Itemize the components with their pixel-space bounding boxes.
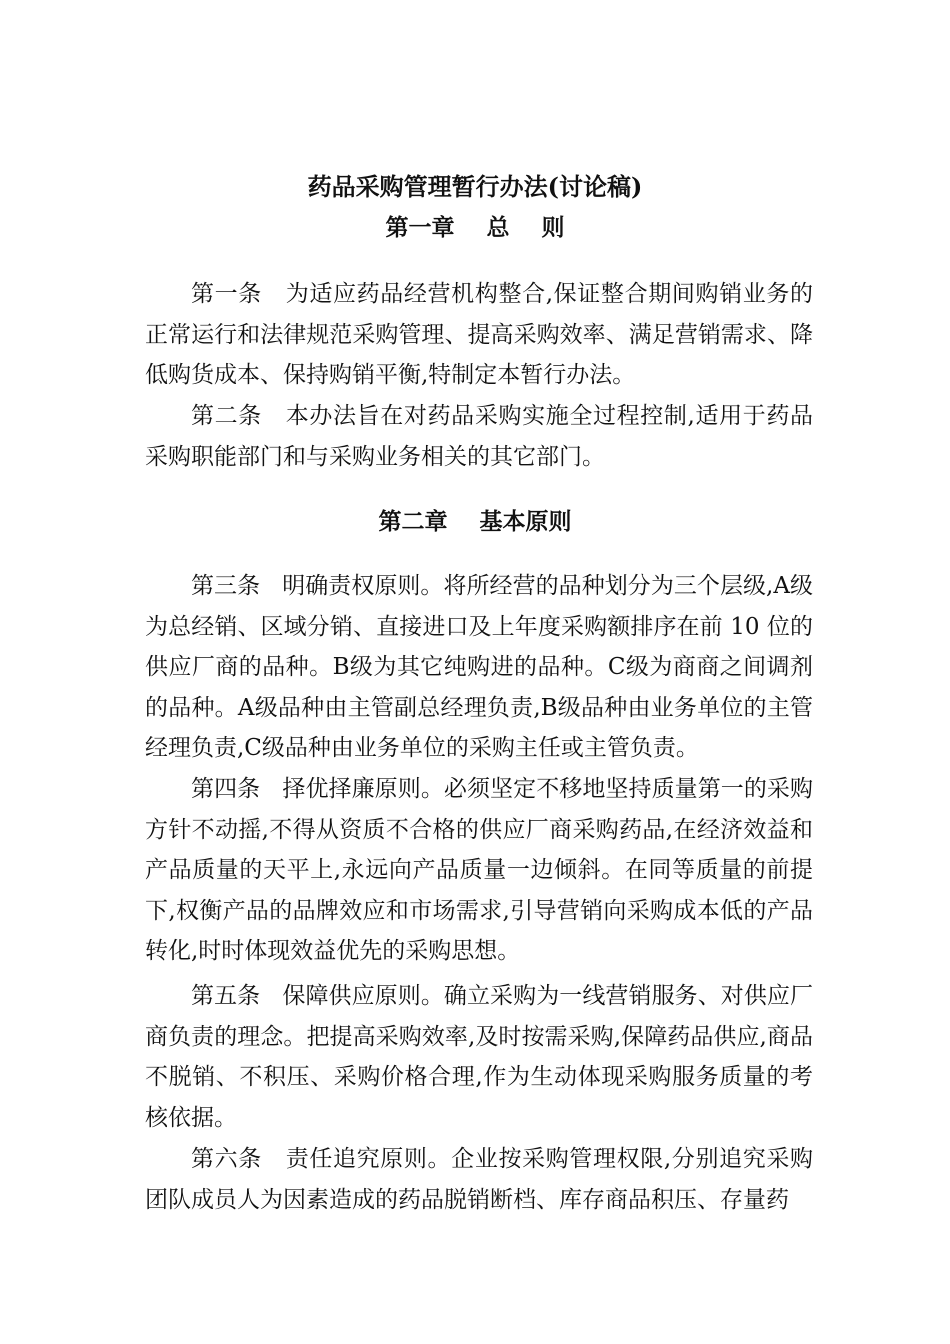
- article-5-label: 第五条: [191, 983, 261, 1009]
- article-1: [145, 274, 813, 396]
- article-3-text: 明确责权原则。将所经营的品种划分为三个层级,A级为总经销、区域分销、直接进口及上年度采购额排序在前 10 位的供应厂商的品种。B级为其它纯购进的品种。C级为商商之间调剂的品种。A级品种由主管副总经理负责,B级品种由业务单位的主管经理负责,C级品种由业务单位的采购主任或主管负责。: [145, 573, 814, 761]
- article-4: [145, 769, 813, 972]
- article-2: [145, 396, 813, 477]
- chapter-1-heading: 第一章 总 则: [385, 214, 565, 241]
- article-3-label: 第三条: [191, 573, 261, 599]
- article-5: [145, 976, 813, 1138]
- article-6: [145, 1139, 813, 1220]
- article-6-label: 第六条: [191, 1146, 262, 1172]
- article-3: [145, 566, 813, 769]
- article-1-text: 为适应药品经营机构整合,保证整合期间购销业务的正常运行和法律规范采购管理、提高采购效率、满足营销需求、降低购货成本、保持购销平衡,特制定本暂行办法。: [145, 281, 814, 388]
- article-2-text: 本办法旨在对药品采购实施全过程控制,适用于药品采购职能部门和与采购业务相关的其它部门。: [145, 403, 814, 470]
- article-4-label: 第四条: [191, 776, 261, 802]
- document-title: 药品采购管理暂行办法(讨论稿): [307, 172, 643, 201]
- article-5-text: 保障供应原则。确立采购为一线营销服务、对供应厂商负责的理念。把提高采购效率,及时按需采购,保障药品供应,商品不脱销、不积压、采购价格合理,作为生动体现采购服务质量的考核依据。: [145, 983, 814, 1131]
- article-2-label: 第二条: [191, 403, 262, 429]
- chapter-2-heading: 第二章 基本原则: [378, 508, 572, 535]
- article-4-text: 择优择廉原则。必须坚定不移地坚持质量第一的采购方针不动摇,不得从资质不合格的供应厂商采购药品,在经济效益和产品质量的天平上,永远向产品质量一边倾斜。在同等质量的前提下,权衡产品的品牌效应和市场需求,引导营销向采购成本低的产品转化,时时体现效益优先的采购思想。: [145, 776, 814, 964]
- article-1-label: 第一条: [191, 281, 262, 307]
- article-6-text: 责任追究原则。企业按采购管理权限,分别追究采购团队成员人为因素造成的药品脱销断档、库存商品积压、存量药: [145, 1146, 814, 1213]
